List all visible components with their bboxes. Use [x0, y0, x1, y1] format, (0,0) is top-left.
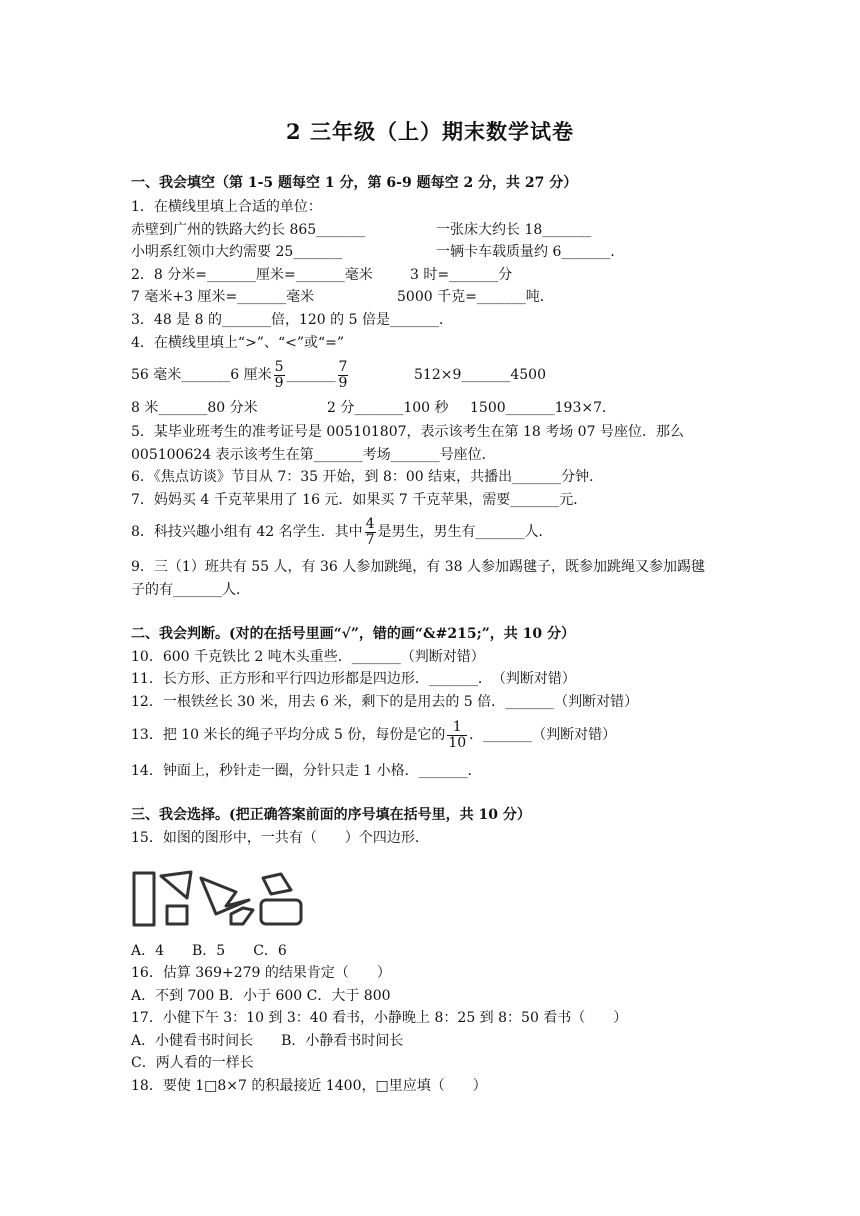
- q4-stem: 4．在横线里填上“>”、“<”或“=”: [131, 335, 345, 351]
- small-trapezoid-shape: [231, 908, 253, 924]
- fraction-numerator: 5: [274, 358, 284, 375]
- q15-options: A．4 B．5 C．6: [131, 943, 287, 959]
- q9-text-a: 9．三（1）班共有 55 人，有 36 人参加跳绳，有 38 人参加踢毽子，既参加跳绳又参加踢毽: [131, 559, 705, 575]
- q7-text: 7．妈妈买 4 千克苹果用了 16 元．如果买 7 千克苹果，需要_______元．: [131, 492, 588, 508]
- q1-stem: 1．在横线里填上合适的单位：: [131, 199, 322, 215]
- q9-text-b: 子的有_______人．: [131, 582, 250, 598]
- q12-text: 12．一根铁丝长 30 米，用去 6 米，剩下的是用去的 5 倍．_______（判断对错）: [131, 694, 639, 710]
- q1-item-c: 小明系红领巾大约需要 25_______: [131, 244, 343, 260]
- q13-fraction: [447, 720, 467, 751]
- q1-item-d: 一辆卡车载质量约 6_______．: [436, 244, 625, 260]
- rounded-rectangle-shape: [261, 900, 301, 924]
- q16-text: 16．估算 369+279 的结果肯定（ ）: [131, 965, 391, 981]
- q8-text-pre: 8．科技兴趣小组有 42 名学生．其中: [131, 524, 363, 540]
- q1-item-a: 赤壁到广州的铁路大约长 865_______: [131, 222, 366, 238]
- page-title: 2 三年级（上）期末数学试卷: [286, 119, 574, 144]
- section3-heading: 三、我会选择。(把正确答案前面的序号填在括号里，共 10 分）: [131, 807, 531, 823]
- small-square-shape: [167, 906, 187, 924]
- q4-fraction-2: [338, 360, 349, 391]
- q8-fraction: [365, 517, 376, 548]
- q17-options-b: C．两人看的一样长: [131, 1055, 254, 1071]
- q15-text: 15．如图的图形中，一共有（ ）个四边形．: [131, 830, 429, 846]
- q4-blank: _______: [286, 367, 336, 383]
- q4-item-a: 56 毫米_______6 厘米: [131, 367, 272, 383]
- q4-item-b: 512×9_______4500: [414, 367, 546, 383]
- section1-heading: 一、我会填空（第 1-5 题每空 1 分，第 6-9 题每空 2 分，共 27 分）: [131, 175, 578, 191]
- q13-row: [131, 717, 616, 753]
- fraction-denominator: 9: [274, 374, 284, 391]
- section2-heading: 二、我会判断。(对的在括号里画“√”，错的画“&#215;”，共 10 分）: [131, 626, 576, 642]
- q5-text-a: 5．某毕业班考生的准考证号是 005101807，表示该考生在第 18 考场 07 号座位．那么: [131, 424, 684, 440]
- q4-item-d: 2 分_______100 秒: [327, 400, 449, 416]
- q2-item-a: 2．8 分米=_______厘米=_______毫米: [131, 267, 373, 283]
- q11-text: 11．长方形、正方形和平行四边形都是四边形．_______． （判断对错）: [131, 671, 576, 687]
- fraction-denominator: 10: [448, 734, 467, 751]
- q2-item-b: 3 时=_______分: [410, 267, 513, 283]
- q6-text: 6．《焦点访谈》节目从 7：35 开始，到 8：00 结束，共播出_______分钟．: [131, 469, 604, 485]
- kite-shape: [161, 872, 191, 898]
- parallelogram-shape: [263, 874, 291, 894]
- q4-item-e: 1500_______193×7．: [470, 400, 616, 416]
- q2-item-d: 5000 千克=_______吨．: [397, 289, 554, 305]
- fraction-numerator: 4: [365, 515, 375, 532]
- q16-options: A．不到 700 B．小于 600 C．大于 800: [131, 988, 391, 1004]
- q8-row: [131, 515, 553, 549]
- q10-text: 10．600 千克铁比 2 吨木头重些．_______（判断对错）: [131, 649, 485, 665]
- q4-item-c: 8 米_______80 分米: [131, 400, 258, 416]
- q4-fraction-1: [274, 360, 285, 391]
- q1-item-b: 一张床大约长 18_______: [436, 222, 592, 238]
- q4-row-1: [131, 358, 350, 392]
- tall-rectangle-shape: [134, 873, 154, 925]
- q3-text: 3．48 是 8 的_______倍，120 的 5 倍是_______．: [131, 312, 453, 328]
- fraction-numerator: 1: [447, 720, 467, 736]
- q13-text-pre: 13．把 10 米长的绳子平均分成 5 份，每份是它的: [131, 727, 446, 743]
- q13-text-post: ．_______（判断对错）: [469, 727, 617, 743]
- fraction-denominator: 7: [365, 531, 375, 548]
- q2-item-c: 7 毫米+3 厘米=_______毫米: [131, 289, 315, 305]
- q5-text-b: 005100624 表示该考生在第_______考场_______号座位．: [131, 447, 496, 463]
- fraction-denominator: 9: [338, 374, 348, 391]
- fraction-numerator: 7: [338, 358, 348, 375]
- q17-options-a: A．小健看书时间长 B．小静看书时间长: [131, 1033, 404, 1049]
- q14-text: 14．钟面上，秒针走一圈，分针只走 1 小格．_______．: [131, 763, 482, 779]
- q18-text: 18．要使 1□8×7 的积最接近 1400，□里应填（ ）: [131, 1078, 487, 1094]
- q17-text: 17．小健下午 3：10 到 3：40 看书，小静晚上 8：25 到 8：50 看书（ ）: [131, 1010, 628, 1026]
- quadrilateral-figures: [131, 868, 331, 930]
- q8-text-post: 是男生，男生有_______人．: [377, 524, 553, 540]
